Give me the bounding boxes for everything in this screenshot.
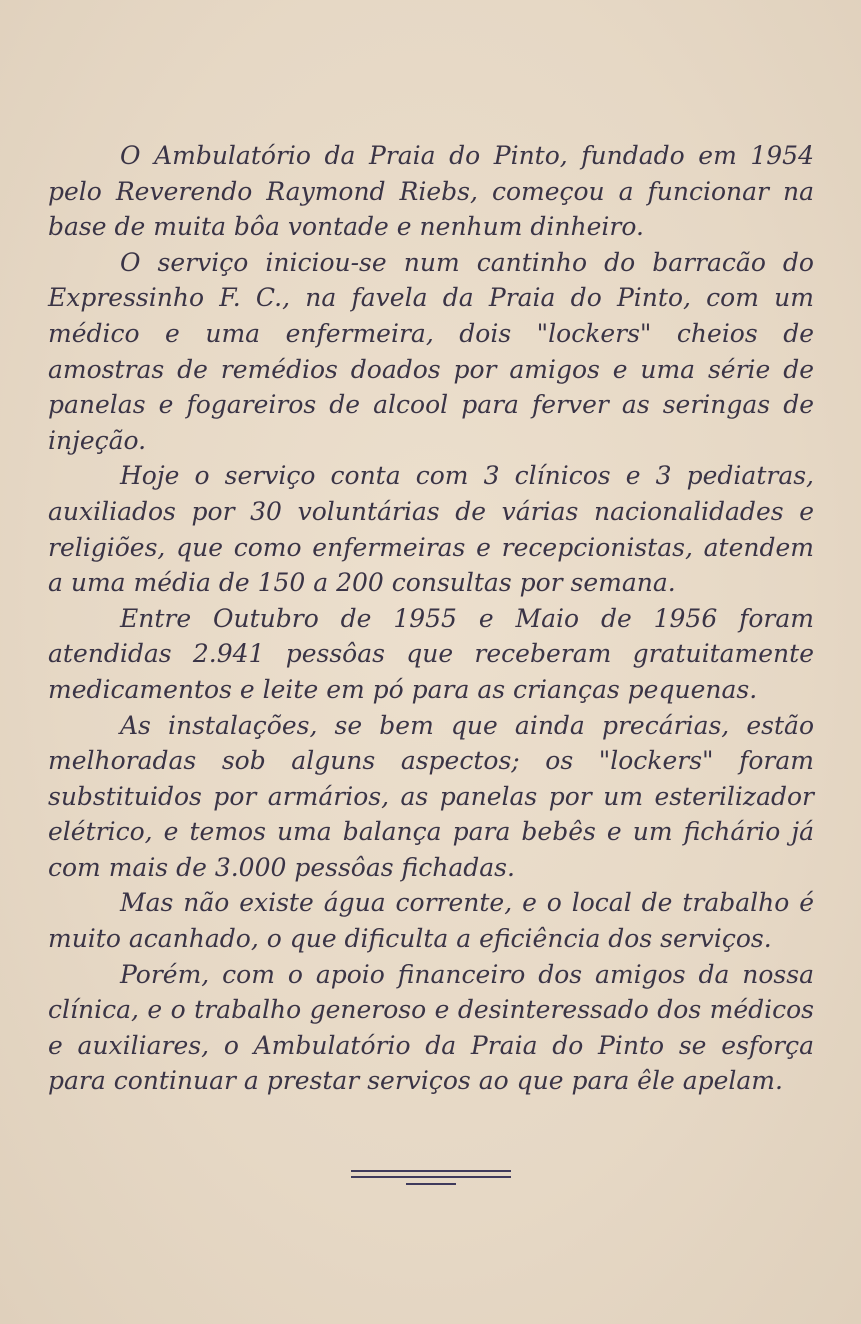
paragraph: Entre Outubro de 1955 e Maio de 1956 foram atendidas 2.941 pessôas que receberam gratuitamente medicamentos e leite em pó para as crianças pequenas.	[48, 603, 814, 704]
ornamental-rule	[351, 1170, 511, 1192]
paragraph: O serviço iniciou-se num cantinho do barracão do Expressinho F. C., na favela da Praia do Pinto, com um médico e uma enfermeira, dois "lockers" cheios de amostras de remédios doados por amigos e uma série de panelas e fogareiros de alcool para ferver as seringas de injeção.	[48, 247, 814, 455]
paragraph: Mas não existe água corrente, e o local de trabalho é muito acanhado, o que dificulta a eficiência dos serviços.	[48, 888, 814, 954]
rule-line-short	[406, 1183, 456, 1185]
paragraph: As instalações, se bem que ainda precárias, estão melhoradas sob alguns aspectos; os "lockers" foram substituidos por armários, as panelas por um esterilizador elétrico, e temos uma balança para bebês e um fichário já com mais de 3.000 pessôas fichadas.	[48, 710, 814, 882]
paragraph: O Ambulatório da Praia do Pinto, fundado em 1954 pelo Reverendo Raymond Riebs, começou a funcionar na base de muita bôa vontade e nenhum dinheiro.	[48, 141, 814, 242]
paragraph: Hoje o serviço conta com 3 clínicos e 3 pediatras, auxiliados por 30 voluntárias de várias nacionalidades e religiões, que como enfermeiras e recepcionistas, atendem a uma média de 150 a 200 consultas por semana.	[48, 461, 814, 598]
body-text	[48, 138, 814, 1099]
rule-line	[351, 1176, 511, 1178]
rule-line	[351, 1170, 511, 1172]
paragraph: Porém, com o apoio financeiro dos amigos da nossa clínica, e o trabalho generoso e desinteressado dos médicos e auxiliares, o Ambulatório da Praia do Pinto se esforça para continuar a prestar serviços ao que para êle apelam.	[48, 959, 814, 1096]
